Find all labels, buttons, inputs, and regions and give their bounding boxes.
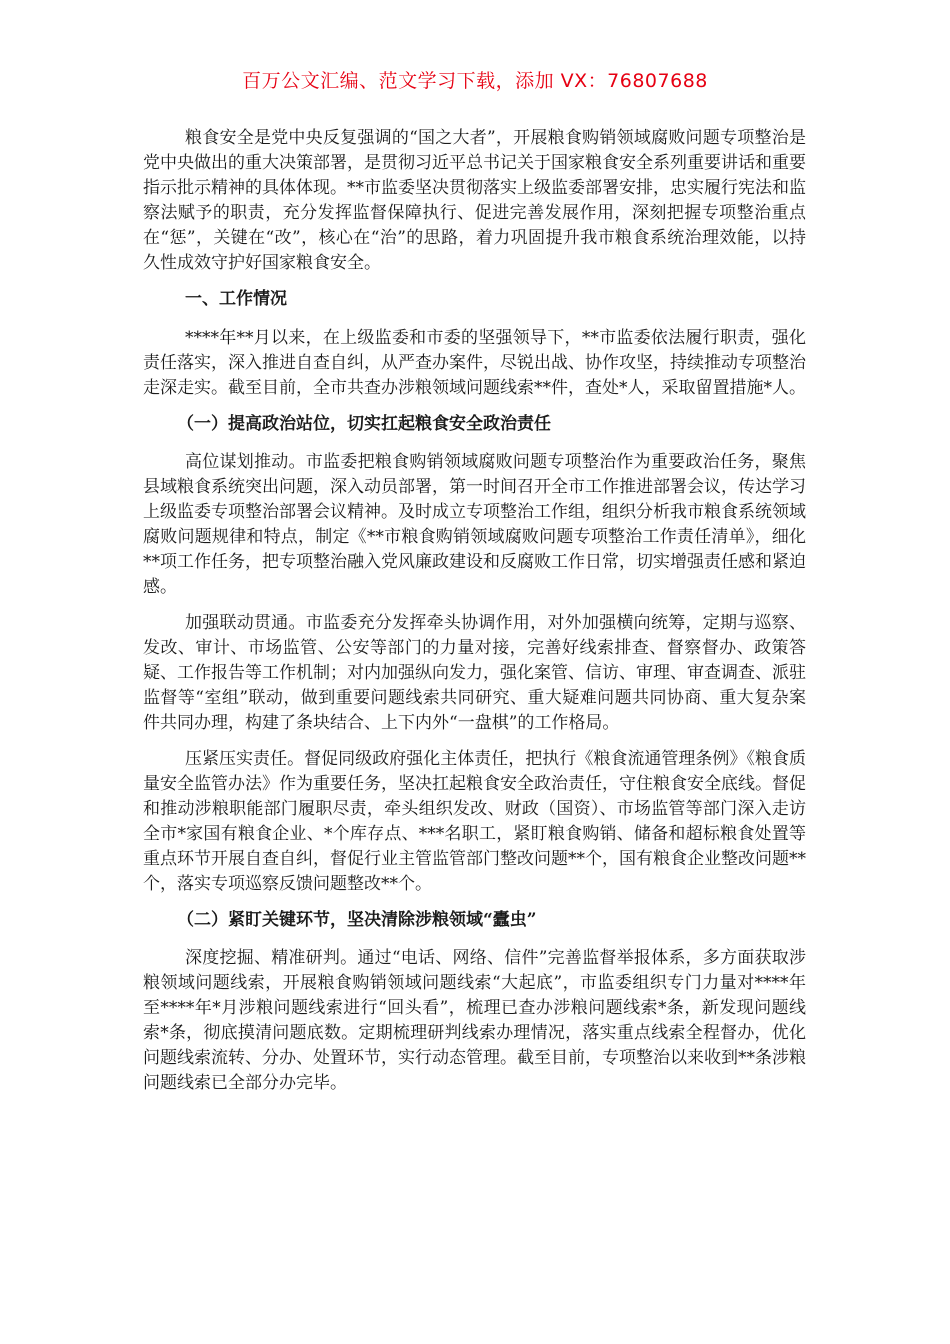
intro-paragraph: 粮食安全是党中央反复强调的“国之大者”，开展粮食购销领域腐败问题专项整治是党中央做出的重大决策部署，是贯彻习近平总书记关于国家粮食安全系列重要讲话和重要指示批示精神的具体体现。**市监委坚决贯彻落实上级监委部署安排，忠实履行宪法和监察法赋予的职责，充分发挥监督保障执行、促进完善发展作用，深刻把握专项整治重点在“惩”，关键在“改”，核心在“治”的思路，着力巩固提升我市粮食系统治理效能，以持久性成效守护好国家粮食安全。 — [143, 128, 806, 273]
subsection2-paragraph-1: 深度挖掘、精准研判。通过“电话、网络、信件”完善监督举报体系，多方面获取涉粮领域问题线索，开展粮食购销领域问题线索“大起底”，市监委组织专门力量对****年至****年*月涉粮问题线索进行“回头看”，梳理已查办涉粮问题线索*条，新发现问题线索*条，彻底摸清问题底数。定期梳理研判线索办理情况，落实重点线索全程督办，优化问题线索流转、分办、处置环节，实行动态管理。截至目前，专项整治以来收到**条涉粮问题线索已全部分办完毕。 — [143, 948, 806, 1093]
subsection1-paragraph-3: 压紧压实责任。督促同级政府强化主体责任，把执行《粮食流通管理条例》《粮食质量安全监管办法》作为重要任务，坚决扛起粮食安全政治责任，守住粮食安全底线。督促和推动涉粮职能部门履职尽责，牵头组织发改、财政（国资）、市场监管等部门深入走访全市*家国有粮食企业、*个库存点、***名职工，紧盯粮食购销、储备和超标粮食处置等重点环节开展自查自纠，督促行业主管监管部门整改问题**个，国有粮食企业整改问题**个，落实专项巡察反馈问题整改**个。 — [143, 749, 806, 894]
header-banner: 百万公文汇编、范文学习下载，添加 VX：76807688 — [242, 70, 708, 92]
section-heading-work-status: 一、工作情况 — [185, 289, 287, 309]
section1-paragraph: ****年**月以来，在上级监委和市委的坚强领导下，**市监委依法履行职责，强化责任落实，深入推进自查自纠，从严查办案件，尽锐出战、协作攻坚，持续推动专项整治走深走实。截至目前，全市共查办涉粮领域问题线索**件，查处*人，采取留置措施*人。 — [143, 328, 806, 398]
subsection1-paragraph-2: 加强联动贯通。市监委充分发挥牵头协调作用，对外加强横向统筹，定期与巡察、发改、审计、市场监管、公安等部门的力量对接，完善好线索排查、督察督办、政策答疑、工作报告等工作机制；对内加强纵向发力，强化案管、信访、审理、审查调查、派驻监督等“室组”联动，做到重要问题线索共同研究、重大疑难问题共同协商、重大复杂案件共同办理，构建了条块结合、上下内外“一盘棋”的工作格局。 — [143, 613, 806, 733]
document-body — [143, 126, 806, 1107]
subsection-heading-2: （二）紧盯关键环节，坚决清除涉粮领域“蠹虫” — [177, 910, 537, 930]
subsection-heading-1: （一）提高政治站位，切实扛起粮食安全政治责任 — [177, 414, 551, 434]
subsection1-paragraph-1: 高位谋划推动。市监委把粮食购销领域腐败问题专项整治作为重要政治任务，聚焦县域粮食系统突出问题，深入动员部署，第一时间召开全市工作推进部署会议，传达学习上级监委专项整治部署会议精神。及时成立专项整治工作组，组织分析我市粮食系统领域腐败问题规律和特点，制定《**市粮食购销领域腐败问题专项整治工作责任清单》，细化**项工作任务，把专项整治融入党风廉政建设和反腐败工作日常，切实增强责任感和紧迫感。 — [143, 452, 806, 597]
